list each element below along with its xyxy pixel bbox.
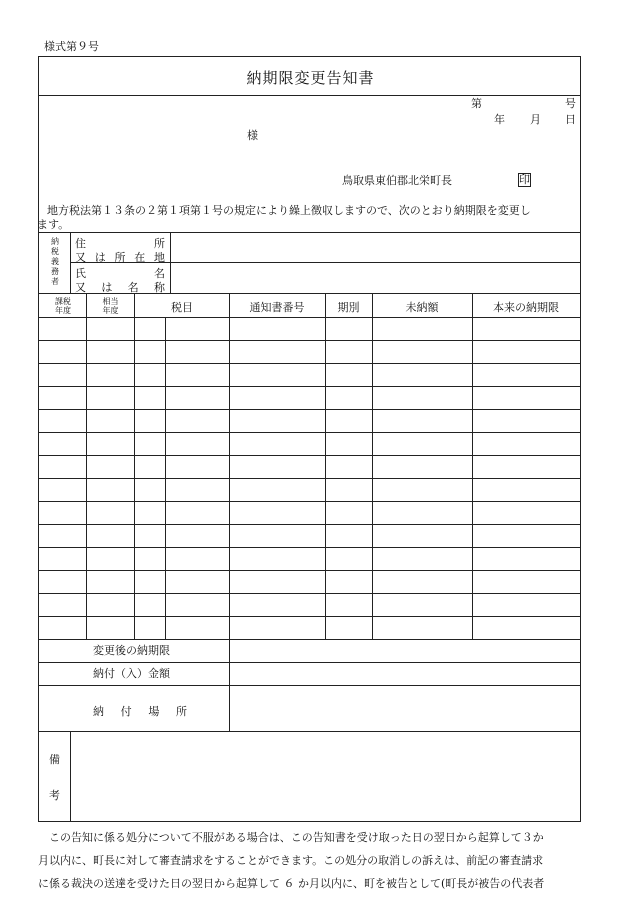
col-header-period: 期別	[337, 301, 360, 314]
date-day: 日	[565, 113, 576, 126]
issuer: 鳥取県東伯郡北栄町長	[342, 174, 452, 187]
table-row-line	[39, 340, 580, 341]
taxpayer-top-line	[39, 232, 580, 233]
form-title: 納期限変更告知書	[246, 69, 375, 87]
table-row-line	[39, 478, 580, 479]
address-label-line1: 住 所	[75, 237, 165, 250]
form-frame	[38, 56, 581, 822]
title-divider	[39, 95, 580, 96]
col-header-tax-item: 税目	[171, 301, 193, 314]
name-label-line2: 又 は 名 称	[75, 281, 165, 294]
name-label-line1: 氏 名	[75, 267, 165, 280]
table-row-line	[39, 570, 580, 571]
payment-place-label: 納 付 場 所	[93, 705, 187, 718]
table-row-line	[39, 501, 580, 502]
changed-due-date-label: 変更後の納期限	[93, 644, 170, 657]
remarks-label-1: 備	[49, 753, 60, 766]
col-header-tax-year: 課税 年度	[55, 297, 71, 315]
table-row-line	[39, 547, 580, 548]
statement-line-2: ます。	[37, 218, 70, 231]
table-row-line	[39, 363, 580, 364]
col-header-notice-number: 通知書番号	[249, 301, 305, 314]
appeal-notice-line-1: この告知に係る処分について不服がある場合は、この告知書を受け取った日の翌日から起算して３か	[49, 831, 544, 844]
table-column-line	[229, 293, 230, 639]
table-row-line	[39, 386, 580, 387]
table-row-line	[39, 455, 580, 456]
address-label-line2: 又 は 所 在 地	[75, 251, 165, 264]
seal-mark: 印	[519, 173, 530, 186]
payment-amount-label: 納付（入）金額	[93, 667, 170, 680]
table-row-line	[39, 317, 580, 318]
col-header-unpaid-amount: 未納額	[405, 301, 439, 314]
table-row-line	[39, 432, 580, 433]
appeal-notice	[38, 826, 586, 895]
table-column-line	[86, 293, 87, 639]
table-column-line	[472, 293, 473, 639]
table-column-line	[325, 293, 326, 639]
table-row-line	[39, 409, 580, 410]
summary-top-line	[39, 639, 580, 640]
table-column-line	[134, 293, 135, 639]
addressee-suffix: 様	[247, 129, 258, 142]
summary-line-3	[39, 685, 580, 686]
table-row-line	[39, 616, 580, 617]
appeal-notice-line-2: 月以内に、町長に対して審査請求をすることができます。この処分の取消しの訴えは、前記の審査請求	[38, 854, 544, 867]
col-header-applicable-year: 相当 年度	[102, 297, 119, 315]
remarks-label-2: 考	[49, 789, 60, 802]
table-row-line	[39, 524, 580, 525]
doc-no-prefix: 第	[471, 97, 482, 110]
summary-line-2	[39, 662, 580, 663]
date-month: 月	[530, 113, 541, 126]
taxpayer-label: 納 税 義 務 者	[51, 237, 59, 286]
table-top-line	[39, 293, 580, 294]
date-year: 年	[494, 113, 505, 126]
table-column-line	[372, 293, 373, 639]
form-number: 様式第９号	[44, 40, 99, 53]
remarks-top-line	[39, 731, 580, 732]
col-header-original-due-date: 本来の納期限	[493, 301, 559, 314]
appeal-notice-line-3: に係る裁決の送達を受けた日の翌日から起算して ６ か月以内に、町を被告として(町長が被告の代表者	[38, 877, 545, 890]
remarks-divider	[70, 731, 71, 821]
summary-divider	[229, 639, 230, 731]
table-row-line	[39, 593, 580, 594]
doc-no-suffix: 号	[565, 97, 576, 110]
statement-line-1: 地方税法第１３条の２第１項第１号の規定により繰上徴収しますので、次のとおり納期限を変更し	[47, 204, 531, 217]
